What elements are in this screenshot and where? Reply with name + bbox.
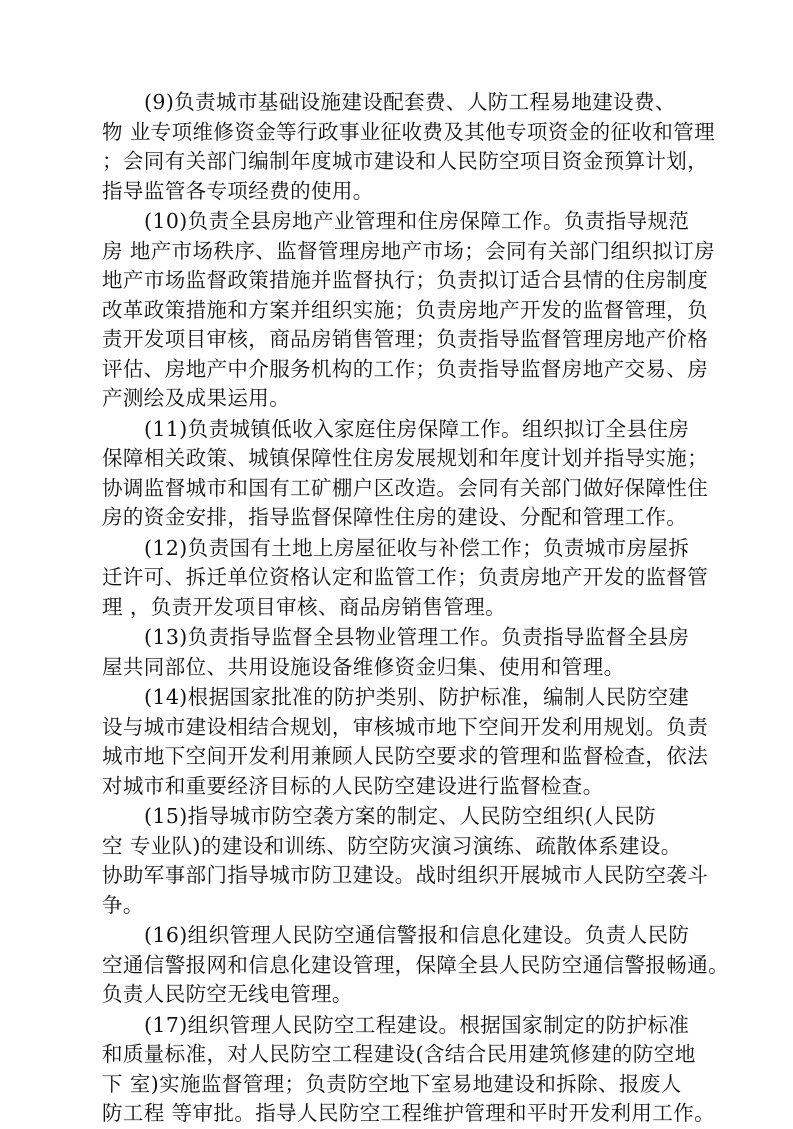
text-line: 城市地下空间开发利用兼顾人民防空要求的管理和监督检查，依法	[102, 744, 709, 768]
text-line: 理 ，负责开发项目审核、商品房销售管理。	[102, 594, 507, 619]
text-line: ；会同有关部门编制年度城市建设和人民防空项目资金预算计划，	[102, 149, 709, 173]
text-line: 空通信警报网和信息化建设管理，保障全县人民防空通信警报畅通。	[102, 952, 729, 977]
text-line: 房 地产市场秩序、监督管理房地产市场；会同有关部门组织拟订房	[102, 238, 716, 263]
text-line: 屋共同部位、共用设施设备维修资金归集、使用和管理。	[102, 654, 625, 679]
paragraph-10	[102, 207, 727, 414]
text-line: 下 室)实施监督管理；负责防空地下室易地建设和拆除、报废人	[102, 1071, 682, 1096]
text-line: 地产市场监督政策措施并监督执行；负责拟订适合县情的住房制度	[102, 268, 709, 292]
paragraph-13	[102, 623, 727, 682]
paragraph-9	[102, 88, 727, 206]
paragraph-11	[102, 415, 727, 533]
text-line: (16)组织管理人民防空通信警报和信息化建设。负责人民防	[144, 923, 690, 947]
paragraph-12	[102, 534, 727, 623]
text-line: 迁许可、拆迁单位资格认定和监管工作；负责房地产开发的监督管	[102, 565, 709, 589]
paragraph-15	[102, 802, 727, 920]
text-line: (10)负责全县房地产业管理和住房保障工作。负责指导规范	[144, 209, 690, 233]
text-line: 指导监管各专项经费的使用。	[102, 178, 374, 203]
text-line: 房的资金安排，指导监督保障性住房的建设、分配和管理工作。	[102, 505, 688, 529]
text-line: 评估、房地产中介服务机构的工作；负责指导监督房地产交易、房	[102, 356, 709, 381]
text-line: 协调监督城市和国有工矿棚户区改造。会同有关部门做好保障性住	[102, 475, 709, 500]
text-line: 防工程 等审批。指导人民防空工程维护管理和平时开发利用工作。	[102, 1101, 716, 1125]
text-line: 空 专业队)的建设和训练、防空防灾演习演练、疏散体系建设。	[102, 833, 682, 858]
text-line: (11)负责城镇低收入家庭住房保障工作。组织拟订全县住房	[144, 416, 690, 441]
text-line: (13)负责指导监督全县物业管理工作。负责指导监督全县房	[144, 625, 690, 649]
text-line: 物 业专项维修资金等行政事业征收费及其他专项资金的征收和管理	[102, 119, 716, 144]
text-line: (12)负责国有土地上房屋征收与补偿工作；负责城市房屋拆	[144, 535, 690, 560]
text-line: (14)根据国家批准的防护类别、防护标准，编制人民防空建	[144, 685, 690, 709]
text-line: 争。	[102, 892, 144, 917]
paragraph-14	[102, 683, 727, 801]
text-line: (17)组织管理人民防空工程建设。根据国家制定的防护标准	[144, 1012, 690, 1037]
text-line: 责开发项目审核，商品房销售管理；负责指导监督管理房地产价格	[102, 327, 709, 351]
text-line: 保障相关政策、城镇保障性住房发展规划和年度计划并指导实施；	[102, 446, 709, 470]
text-line: 对城市和重要经济目标的人民防空建设进行监督检查。	[102, 773, 604, 798]
paragraph-17	[102, 1011, 727, 1129]
text-line: (15)指导城市防空袭方案的制定、人民防空组织(人民防	[144, 804, 656, 828]
paragraph-16	[102, 921, 727, 1010]
text-line: 负责人民防空无线电管理。	[102, 982, 353, 1006]
text-line: 和质量标准，对人民防空工程建设(含结合民用建筑修建的防空地	[102, 1042, 696, 1066]
text-line: 协助军事部门指导城市防卫建设。战时组织开展城市人民防空袭斗	[102, 863, 709, 887]
text-line: 设与城市建设相结合规划，审核城市地下空间开发利用规划。负责	[102, 714, 709, 739]
text-line: 产测绘及成果运用。	[102, 386, 291, 410]
text-line: (9)负责城市基础设施建设配套费、人防工程易地建设费、	[144, 90, 676, 114]
text-line: 改革政策措施和方案并组织实施；负责房地产开发的监督管理，负	[102, 297, 709, 322]
